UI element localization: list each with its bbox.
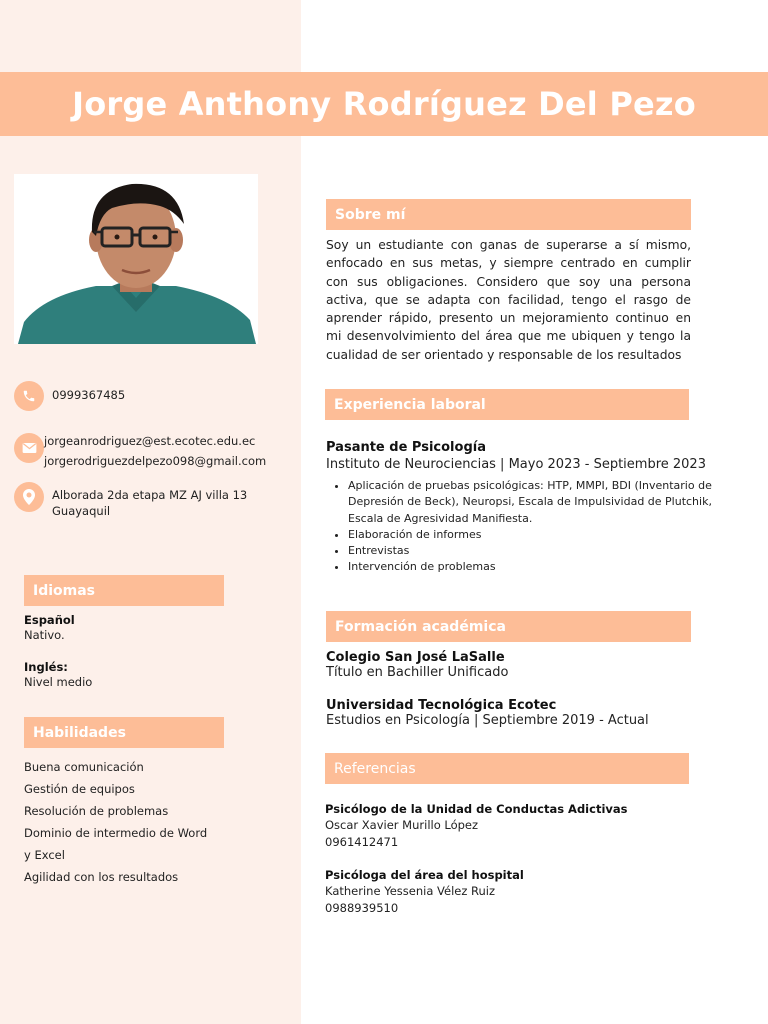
phone-icon <box>14 381 44 411</box>
languages-heading: Idiomas <box>24 575 224 606</box>
skill-item: Buena comunicación <box>24 760 144 774</box>
phone-number: 0999367485 <box>52 388 126 402</box>
about-text: Soy un estudiante con ganas de superarse a sí mismo, enfocado en sus metas, y siempre centrado en cumplir con sus obligaciones. Considero que soy una persona activa, que se adapta con facilidad, tengo el rasgo de aprender rápido, presento un mejoramiento continuo en mi desenvolvimiento del área que me ubiquen y tengo la cualidad de ser orientado y responsable de los resultados <box>326 238 691 362</box>
mail-icon <box>14 433 44 463</box>
education-detail: Título en Bachiller Unificado <box>326 665 509 680</box>
contact-address <box>14 482 247 519</box>
portrait-illustration <box>14 174 258 344</box>
education-institution: Universidad Tecnológica Ecotec <box>326 698 557 713</box>
education-institution: Colegio San José LaSalle <box>326 650 505 665</box>
reference-role: Psicólogo de la Unidad de Conductas Adictivas <box>325 802 628 816</box>
language-level: Nativo. <box>24 628 65 642</box>
experience-bullets <box>348 478 740 576</box>
experience-bullet: • Aplicación de pruebas psicológicas: HTP, MMPI, BDI (Inventario de Depresión de Beck), Neuropsi, Escala de Impulsividad de Plutchik, Escala de Agresividad Manifiesta. <box>348 478 740 527</box>
reference-name: Katherine Yessenia Vélez Ruiz <box>325 884 496 899</box>
skill-item: Dominio de intermedio de Word <box>24 826 208 840</box>
education-detail: Estudios en Psicología | Septiembre 2019 - Actual <box>326 713 649 728</box>
language-level: Nivel medio <box>24 675 93 689</box>
name-header <box>0 72 768 136</box>
contact-email <box>14 431 266 471</box>
skill-item: y Excel <box>24 848 65 862</box>
experience-bullet: • Elaboración de informes <box>348 527 740 543</box>
references-heading: Referencias <box>325 753 689 784</box>
email-primary[interactable]: jorgeanrodriguez@est.ecotec.edu.ec <box>44 434 256 448</box>
full-name: Jorge Anthony Rodríguez Del Pezo <box>72 85 696 123</box>
skill-item: Gestión de equipos <box>24 782 135 796</box>
about-heading: Sobre mí <box>326 199 691 230</box>
reference-item <box>325 801 627 850</box>
experience-bullet: • Entrevistas <box>348 543 740 559</box>
address-line-2: Guayaquil <box>52 504 111 518</box>
address-line-1: Alborada 2da etapa MZ AJ villa 13 <box>52 488 248 502</box>
email-secondary[interactable]: jorgerodriguezdelpezo098@gmail.com <box>44 454 267 468</box>
skills-heading: Habilidades <box>24 717 224 748</box>
language-name: Inglés: <box>24 660 68 674</box>
reference-phone: 0961412471 <box>325 834 399 849</box>
reference-phone: 0988939510 <box>325 900 399 915</box>
skill-item: Agilidad con los resultados <box>24 870 179 884</box>
experience-heading: Experiencia laboral <box>325 389 689 420</box>
language-item <box>24 660 92 690</box>
language-item <box>24 613 75 643</box>
location-pin-icon <box>14 482 44 512</box>
experience-bullet: • Intervención de problemas <box>348 559 740 575</box>
skill-item: Resolución de problemas <box>24 804 169 818</box>
language-name: Español <box>24 613 75 627</box>
profile-photo <box>14 174 258 344</box>
job-subtitle: Instituto de Neurociencias | Mayo 2023 - Septiembre 2023 <box>326 457 706 472</box>
reference-name: Oscar Xavier Murillo López <box>325 818 479 833</box>
contact-phone <box>14 381 125 411</box>
reference-role: Psicóloga del área del hospital <box>325 868 524 882</box>
job-title: Pasante de Psicología <box>326 440 486 455</box>
skills-list <box>24 756 229 888</box>
education-heading: Formación académica <box>326 611 691 642</box>
reference-item <box>325 867 524 916</box>
